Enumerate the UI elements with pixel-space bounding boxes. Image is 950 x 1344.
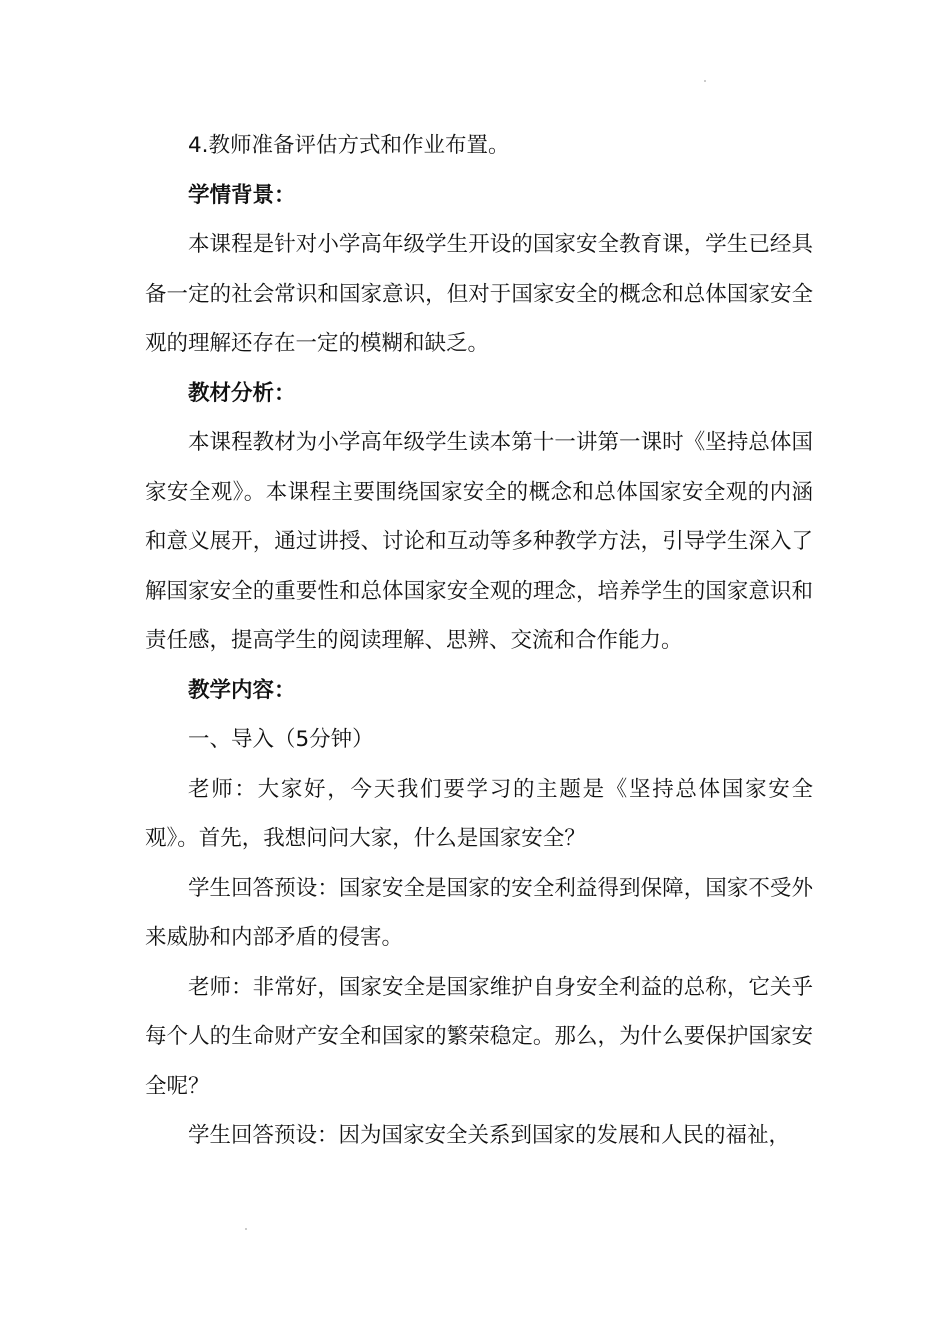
heading-student-background: 学情背景： <box>188 182 296 208</box>
paragraph-student-background: 本课程是针对小学高年级学生开设的国家安全教育课，学生已经具备一定的社会常识和国家意识，但对于国家安全的概念和总体国家安全观的理解还存在一定的模糊和缺乏。 <box>145 232 813 356</box>
dialogue-student-2: 学生回答预设：因为国家安全关系到国家的发展和人民的福祉， <box>188 1123 791 1148</box>
heading-teaching-content: 教学内容： <box>188 677 296 703</box>
prep-item-4: 4.教师准备评估方式和作业布置。 <box>188 133 510 158</box>
section-introduction: 一、导入（5分钟） <box>188 727 374 752</box>
dialogue-teacher-1: 老师：大家好，今天我们要学习的主题是《坚持总体国家安全观》。首先，我想问问大家，什么是国家安全？ <box>145 776 813 851</box>
heading-textbook-analysis: 教材分析： <box>188 380 296 406</box>
dialogue-teacher-2: 老师：非常好，国家安全是国家维护自身安全利益的总称，它关乎每个人的生命财产安全和国家的繁荣稳定。那么，为什么要保护国家安全呢？ <box>145 974 813 1099</box>
scan-speck-top <box>704 80 706 82</box>
scan-speck-bottom <box>245 1228 247 1230</box>
document-body <box>145 121 813 1161</box>
paragraph-textbook-analysis: 本课程教材为小学高年级学生读本第十一讲第一课时《坚持总体国家安全观》。本课程主要围绕国家安全的概念和总体国家安全观的内涵和意义展开，通过讲授、讨论和互动等多种教学方法，引导学生深入了解国家安全的重要性和总体国家安全观的理念，培养学生的国家意识和责任感，提高学生的阅读理解、思辨、交流和合作能力。 <box>145 430 813 653</box>
dialogue-student-1: 学生回答预设：国家安全是国家的安全利益得到保障，国家不受外来威胁和内部矛盾的侵害。 <box>145 875 813 950</box>
